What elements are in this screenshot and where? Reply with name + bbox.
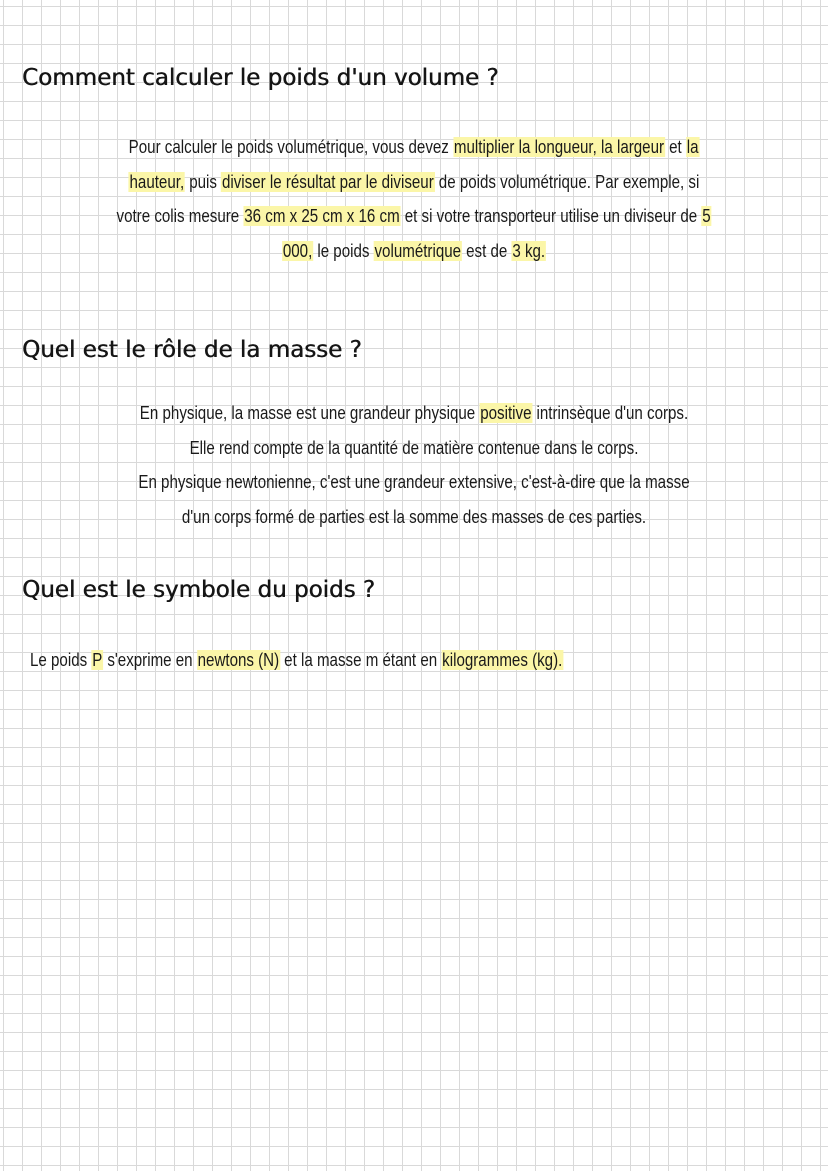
text-segment: intrinsèque d'un corps. [532,403,689,423]
highlighted-text: volumétrique [374,241,462,262]
highlighted-text: 000, [282,241,313,262]
text-line [30,643,793,678]
text-segment: votre colis mesure [116,206,244,227]
text-line [33,199,796,234]
text-segment: Pour calculer le poids volumétrique, vous devez [128,137,454,157]
text-segment: et si votre transporteur utilise un diviseur de [400,206,702,227]
highlighted-text: hauteur, [129,171,185,192]
section-heading-mass-role: Quel est le rôle de la masse ? [22,337,362,363]
section-body-mass-role [33,396,796,535]
highlighted-text: kilogrammes (kg). [442,650,563,670]
text-segment: En physique, la masse est une grandeur physique [139,403,480,423]
text-segment: En physique newtonienne, c'est une grandeur extensive, c'est-à-dire que la masse [138,472,690,493]
text-line [33,234,796,269]
highlighted-text: positive [480,403,532,423]
highlighted-text: diviser le résultat par le diviseur [221,171,434,192]
highlighted-text: 5 [702,206,711,227]
text-line [33,165,796,200]
highlighted-text: 36 cm x 25 cm x 16 cm [244,206,400,227]
text-segment: d'un corps formé de parties est la somme des masses de ces parties. [181,507,647,528]
text-line [33,500,796,535]
section-heading-volume-weight: Comment calculer le poids d'un volume ? [22,65,499,91]
text-segment: s'exprime en [103,650,197,670]
section-body-weight-symbol [30,643,793,678]
text-segment: Elle rend compte de la quantité de matière contenue dans le corps. [189,437,639,458]
text-segment: le poids [313,241,374,262]
highlighted-text: newtons (N) [197,650,280,670]
text-line [33,130,796,165]
highlighted-text: P [92,650,103,670]
text-line [33,431,796,466]
text-segment: de poids volumétrique. Par exemple, si [434,171,700,192]
section-heading-weight-symbol: Quel est le symbole du poids ? [22,577,376,603]
text-segment: Le poids [30,650,92,670]
text-line [33,465,796,500]
highlighted-text: la [686,137,699,157]
text-segment: et [664,137,686,157]
text-segment: et la masse m étant en [279,650,442,670]
section-body-volume-weight [33,130,796,269]
highlighted-text: multiplier la longueur, la largeur [453,137,665,157]
highlighted-text: 3 kg. [512,241,546,262]
text-line [33,396,796,431]
text-segment: puis [184,171,222,192]
text-segment: est de [461,241,512,262]
